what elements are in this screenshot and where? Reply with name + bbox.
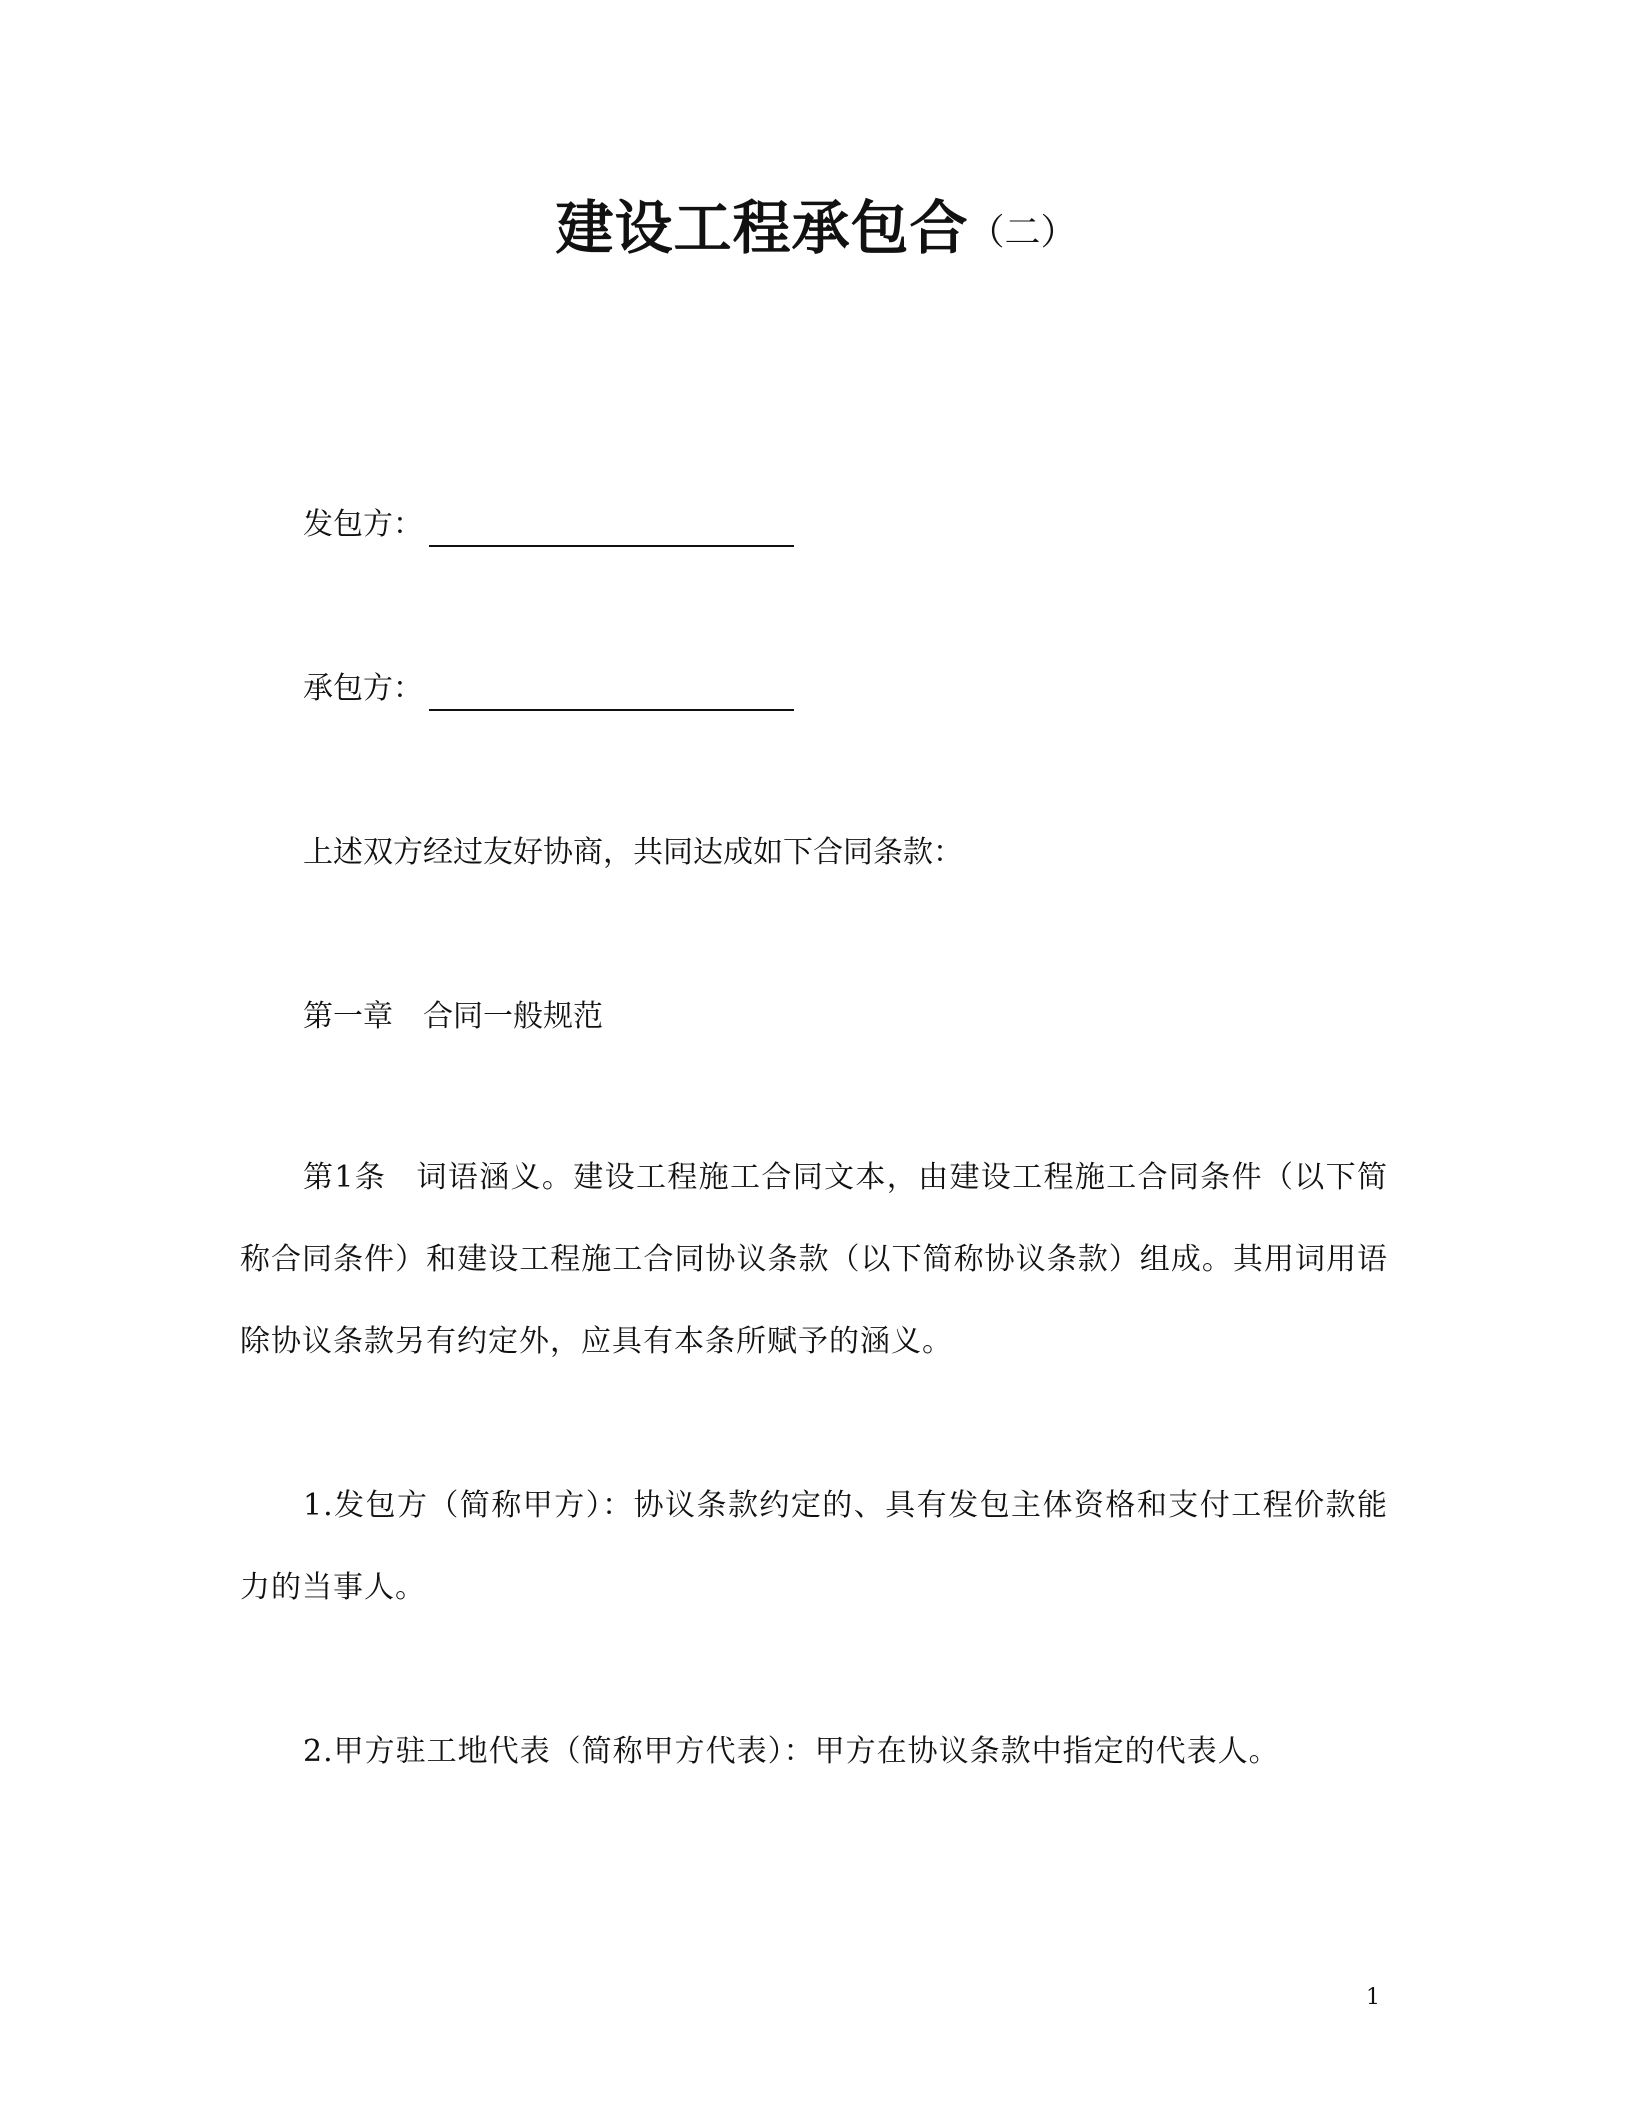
contractor-label: 承包方：	[303, 671, 423, 706]
contractor-blank-line[interactable]	[429, 673, 794, 711]
definition-item-2: 2.甲方驻工地代表（简称甲方代表）：甲方在协议条款中指定的代表人。	[303, 1734, 1280, 1769]
chapter-heading	[303, 995, 603, 1039]
intro-line: 上述双方经过友好协商，共同达成如下合同条款：	[303, 835, 963, 870]
chapter-name: 合同一般规范	[423, 999, 603, 1034]
article-1-number: 第1条	[303, 1160, 387, 1195]
employer-blank-line[interactable]	[429, 509, 794, 547]
definition-item-1: 1.发包方（简称甲方）：协议条款约定的、具有发包主体资格和支付工程价款能力的当事人。	[240, 1488, 1388, 1605]
page-number: 1	[1366, 1985, 1380, 2010]
employer-label: 发包方：	[303, 507, 423, 542]
title-main: 建设工程承包合	[555, 194, 969, 262]
article-1-text: 词语涵义。建设工程施工合同文本，由建设工程施工合同条件（以下简称合同条件）和建设工程施工合同协议条款（以下简称协议条款）组成。其用词用语除协议条款另有约定外，应具有本条所赋予的涵义。	[240, 1160, 1388, 1359]
article-1-paragraph	[240, 1137, 1388, 1383]
document-title	[0, 188, 1632, 283]
title-sub: （二）	[968, 212, 1077, 253]
chapter-number: 第一章	[303, 999, 393, 1034]
contractor-field-row	[303, 667, 794, 711]
employer-field-row	[303, 503, 794, 547]
